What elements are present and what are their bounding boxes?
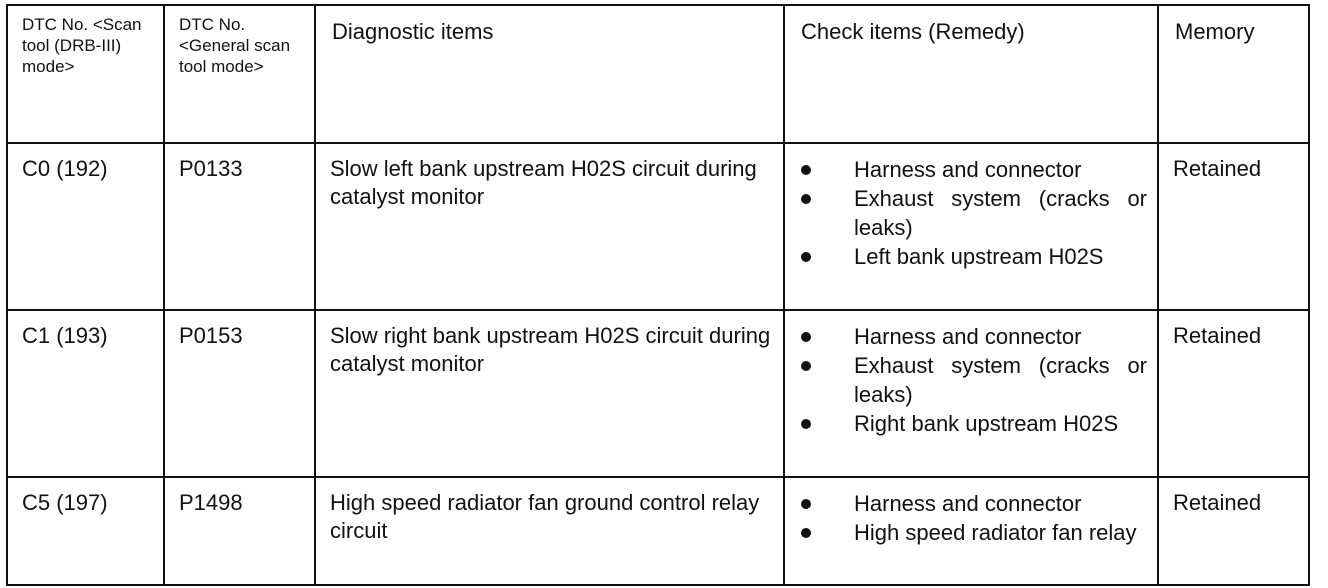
diagnostic-item-cell: Slow right bank upstream H02S circuit during catalyst monitor bbox=[315, 310, 784, 477]
dtc-table bbox=[6, 4, 1310, 586]
check-item-text: Right bank upstream H02S bbox=[854, 411, 1119, 436]
check-item-text: Harness and connector bbox=[854, 157, 1082, 182]
list-item bbox=[799, 351, 1147, 409]
dtc-scan-tool-cell: C5 (197) bbox=[7, 477, 164, 585]
check-item-text: Harness and connector bbox=[854, 491, 1082, 516]
header-dtc-scan-tool: DTC No. <Scan tool (DRB-III) mode> bbox=[7, 5, 164, 143]
list-item bbox=[799, 409, 1147, 438]
list-item bbox=[799, 184, 1147, 242]
list-item bbox=[799, 489, 1147, 518]
check-item-text: Exhaust system (cracks or leaks) bbox=[854, 353, 1147, 407]
header-dtc-general-scan-tool: DTC No. <General scan tool mode> bbox=[164, 5, 315, 143]
check-items-cell bbox=[784, 477, 1158, 585]
bullet-icon bbox=[801, 332, 811, 342]
header-row bbox=[7, 5, 1309, 143]
check-item-text: Left bank upstream H02S bbox=[854, 244, 1104, 269]
dtc-scan-tool-cell: C1 (193) bbox=[7, 310, 164, 477]
list-item bbox=[799, 518, 1147, 547]
check-items-list bbox=[799, 489, 1147, 547]
bullet-icon bbox=[801, 528, 811, 538]
list-item bbox=[799, 242, 1147, 271]
memory-cell: Retained bbox=[1158, 477, 1309, 585]
check-items-list bbox=[799, 155, 1147, 271]
bullet-icon bbox=[801, 252, 811, 262]
table-row bbox=[7, 143, 1309, 310]
table-row bbox=[7, 310, 1309, 477]
bullet-icon bbox=[801, 499, 811, 509]
check-items-cell bbox=[784, 143, 1158, 310]
header-memory: Memory bbox=[1158, 5, 1309, 143]
dtc-scan-tool-cell: C0 (192) bbox=[7, 143, 164, 310]
dtc-general-cell: P0133 bbox=[164, 143, 315, 310]
header-diagnostic-items: Diagnostic items bbox=[315, 5, 784, 143]
dtc-general-cell: P1498 bbox=[164, 477, 315, 585]
check-item-text: Exhaust system (cracks or leaks) bbox=[854, 186, 1147, 240]
list-item bbox=[799, 322, 1147, 351]
bullet-icon bbox=[801, 194, 811, 204]
check-items-cell bbox=[784, 310, 1158, 477]
check-items-list bbox=[799, 322, 1147, 438]
dtc-general-cell: P0153 bbox=[164, 310, 315, 477]
bullet-icon bbox=[801, 165, 811, 175]
memory-cell: Retained bbox=[1158, 310, 1309, 477]
diagnostic-item-cell: High speed radiator fan ground control relay circuit bbox=[315, 477, 784, 585]
check-item-text: Harness and connector bbox=[854, 324, 1082, 349]
memory-cell: Retained bbox=[1158, 143, 1309, 310]
header-check-items: Check items (Remedy) bbox=[784, 5, 1158, 143]
table-row bbox=[7, 477, 1309, 585]
bullet-icon bbox=[801, 419, 811, 429]
list-item bbox=[799, 155, 1147, 184]
diagnostic-item-cell: Slow left bank upstream H02S circuit during catalyst monitor bbox=[315, 143, 784, 310]
check-item-text: High speed radiator fan relay bbox=[854, 520, 1137, 545]
bullet-icon bbox=[801, 361, 811, 371]
